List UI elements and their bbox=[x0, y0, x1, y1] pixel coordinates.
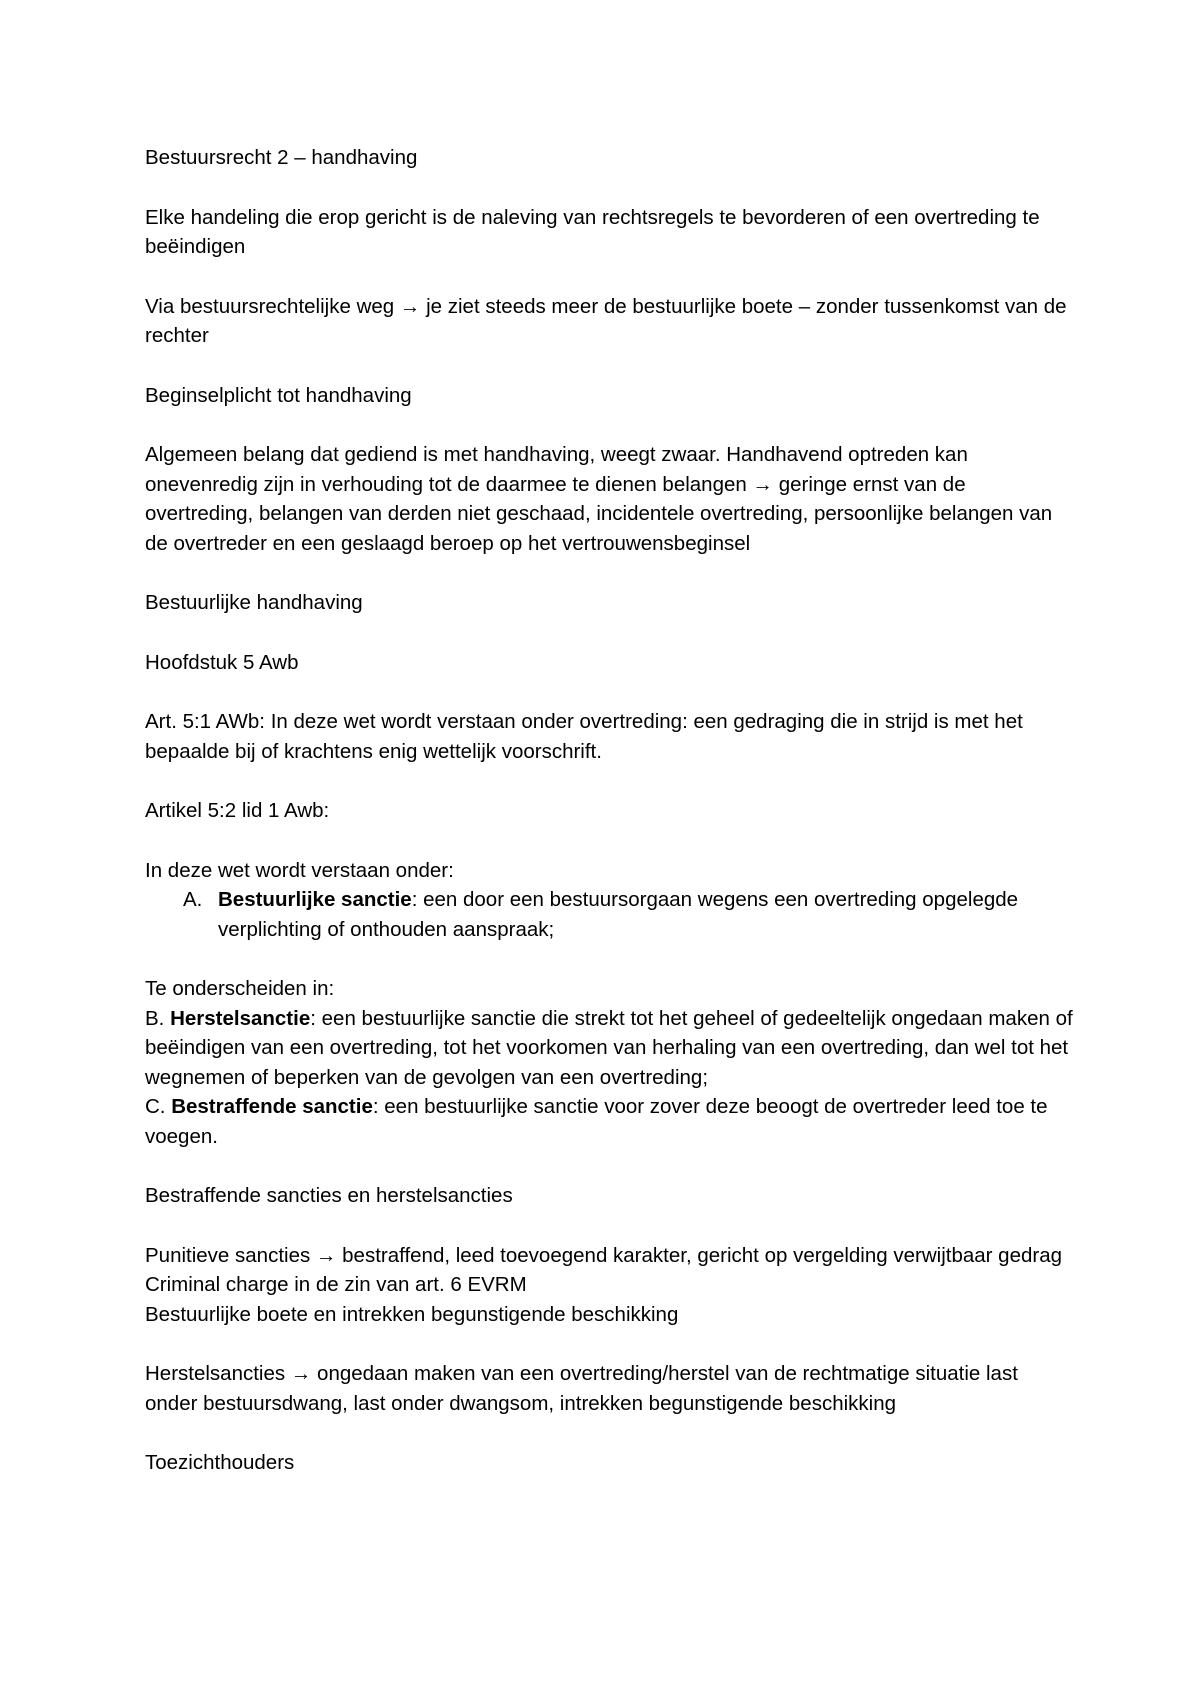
arrow-icon: → bbox=[290, 1362, 312, 1385]
paragraph-algemeen-lead: Algemeen belang dat gediend is met handhaving, weegt zwaar. Handhavend optreden kan onevenredig zijn in verhouding tot de daarmee te dienen belangen bbox=[145, 443, 968, 496]
heading-bestraffende-sancties: Bestraffende sancties en herstelsancties bbox=[145, 1184, 513, 1207]
paragraph-definitie: Elke handeling die erop gericht is de naleving van rechtsregels te bevorderen of een overtreding te beëindigen bbox=[145, 205, 1040, 258]
item-marker: B. bbox=[145, 1006, 165, 1030]
paragraph-punitieve-lead: Punitieve sancties bbox=[145, 1243, 311, 1267]
paragraph-criminal-charge: Criminal charge in de zin van art. 6 EVRM bbox=[145, 1273, 527, 1296]
definition-list bbox=[145, 885, 1075, 944]
heading-hoofdstuk: Hoofdstuk 5 Awb bbox=[145, 650, 299, 674]
arrow-icon: → bbox=[315, 1243, 337, 1267]
list-item-a bbox=[145, 885, 1075, 944]
document-body bbox=[145, 143, 1075, 1508]
definition-text: : een door een bestuursorgaan wegens een overtreding opgelegde verplichting of onthouden aanspraak; bbox=[218, 888, 1019, 941]
paragraph-via-rest: je ziet steeds meer de bestuurlijke boete – zonder tussenkomst van de rechter bbox=[145, 294, 1067, 347]
item-herstelsanctie bbox=[145, 1004, 1075, 1093]
paragraph-bestuurlijke-boete: Bestuurlijke boete en intrekken begunstigende beschikking bbox=[145, 1302, 679, 1326]
paragraph-art-5-1: Art. 5:1 AWb: In deze wet wordt verstaan onder overtreding: een gedraging die in strijd is met het bepaalde bij of krachtens enig wettelijk voorschrift. bbox=[145, 710, 1023, 763]
paragraph-in-deze-wet: In deze wet wordt verstaan onder: bbox=[145, 858, 454, 882]
paragraph-via-lead: Via bestuursrechtelijke weg bbox=[145, 294, 395, 318]
heading-toezichthouders: Toezichthouders bbox=[145, 1451, 295, 1474]
item-bestraffende-sanctie bbox=[145, 1092, 1075, 1151]
heading-artikel-5-2: Artikel 5:2 lid 1 Awb: bbox=[145, 799, 330, 822]
paragraph-herstel-rest: ongedaan maken van een overtreding/herstel van de rechtmatige situatie last onder bestuursdwang, last onder dwangsom, intrekken begunstigende beschikking bbox=[145, 1362, 1018, 1415]
paragraph-algemeen-rest: geringe ernst van de overtreding, belangen van derden niet geschaad, incidentele overtreding, persoonlijke belangen van de overtreder en een geslaagd beroep op het vertrouwensbeginsel bbox=[145, 472, 1053, 555]
paragraph-punitieve bbox=[145, 1241, 1075, 1271]
definition-text: : een bestuurlijke sanctie die strekt tot het geheel of gedeeltelijk ongedaan maken of beëindigen van een overtreding, tot het voorkomen van herhaling van een overtreding, dan wel tot het wegnemen of beperken van de gevolgen van een overtreding; bbox=[145, 1006, 1073, 1089]
term-herstelsanctie: Herstelsanctie bbox=[170, 1006, 311, 1030]
heading-beginselplicht: Beginselplicht tot handhaving bbox=[145, 383, 412, 407]
paragraph-herstelsancties bbox=[145, 1359, 1075, 1418]
term-bestuurlijke-sanctie: Bestuurlijke sanctie bbox=[218, 888, 412, 911]
arrow-icon: → bbox=[752, 472, 773, 496]
paragraph-algemeen-belang bbox=[145, 440, 1075, 558]
item-marker: C. bbox=[145, 1095, 166, 1118]
term-bestraffende-sanctie: Bestraffende sanctie bbox=[171, 1095, 373, 1118]
list-marker: A. bbox=[183, 888, 203, 911]
paragraph-punitieve-rest: bestraffend, leed toevoegend karakter, gericht op vergelding verwijtbaar gedrag bbox=[342, 1243, 1063, 1267]
paragraph-herstel-lead: Herstelsancties bbox=[145, 1362, 286, 1385]
definition-text: : een bestuurlijke sanctie voor zover deze beoogt de overtreder leed toe te voegen. bbox=[145, 1095, 1048, 1148]
arrow-icon: → bbox=[399, 294, 421, 318]
heading-bestuurlijke-handhaving: Bestuurlijke handhaving bbox=[145, 591, 363, 614]
document-title: Bestuursrecht 2 – handhaving bbox=[145, 146, 418, 169]
paragraph-via bbox=[145, 292, 1075, 351]
paragraph-te-onderscheiden: Te onderscheiden in: bbox=[145, 977, 335, 1000]
